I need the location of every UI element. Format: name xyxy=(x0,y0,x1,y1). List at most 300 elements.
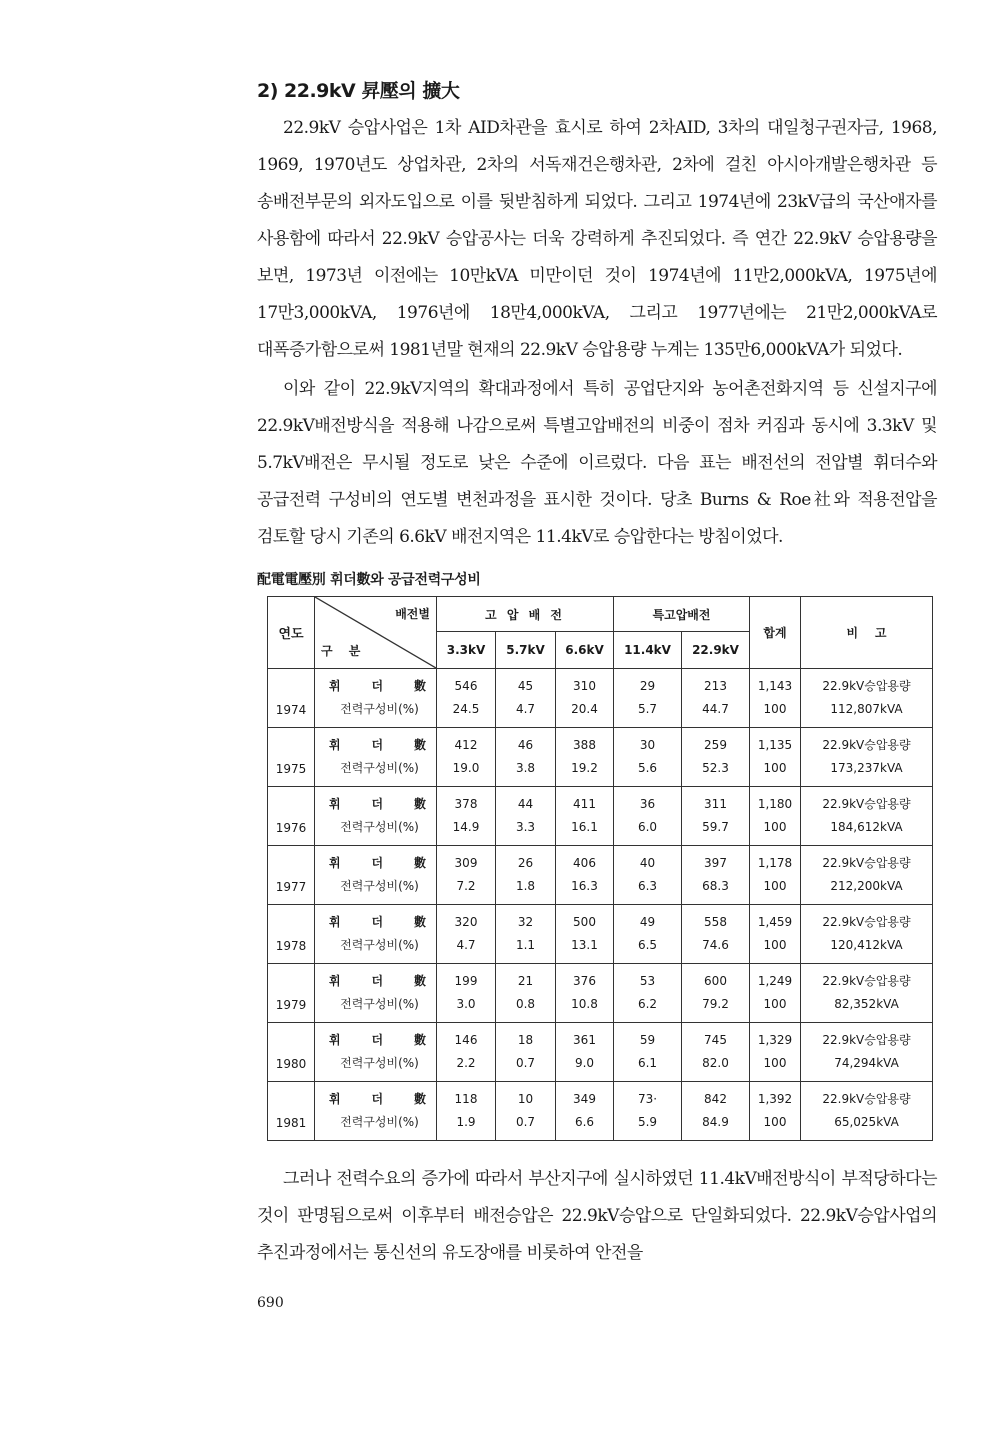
feeder-total: 1,392 xyxy=(757,1092,793,1106)
voltage-cell xyxy=(496,964,556,1023)
voltage-cell xyxy=(556,1082,614,1141)
feeder-count: 397 xyxy=(704,856,727,870)
power-ratio: 16.1 xyxy=(571,820,598,834)
feeder-count-label xyxy=(315,856,436,871)
ratio-total: 100 xyxy=(763,879,787,893)
feeder-count: 45 xyxy=(517,679,534,693)
category-cell xyxy=(315,846,437,905)
feeder-count: 412 xyxy=(454,738,478,752)
feeder-label-char: 數 xyxy=(413,1092,426,1106)
feeder-total: 1,178 xyxy=(757,856,793,870)
total-pair xyxy=(750,974,800,1012)
table-header xyxy=(268,597,933,669)
power-ratio: 6.2 xyxy=(637,997,658,1011)
value-pair xyxy=(496,679,555,717)
voltage-cell xyxy=(437,1082,496,1141)
remarks-pair xyxy=(801,974,932,1012)
header-row-1 xyxy=(268,597,933,632)
value-pair xyxy=(437,738,495,776)
feeder-count: 10 xyxy=(517,1092,534,1106)
remark-label: 22.9kV승압용량 xyxy=(822,738,911,752)
feeder-count: 73· xyxy=(637,1092,658,1106)
feeder-label-char: 數 xyxy=(413,974,426,988)
power-ratio: 1.9 xyxy=(456,1115,476,1129)
power-ratio: 19.0 xyxy=(452,761,480,775)
paragraph-3-text: 그러나 전력수요의 증가에 따라서 부산지구에 실시하였던 11.4kV배전방식이 부적당하다는 것이 판명됨으로써 이후부터 배전승압은 22.9kV승압으로 단일화되었다. 22.9kV승압사업의 추진과정에서는 통신선의 유도장애를 비롯하여 안전을 xyxy=(257,1169,937,1263)
remarks-pair xyxy=(801,856,932,894)
feeder-count: 500 xyxy=(573,915,596,929)
feeder-count: 320 xyxy=(454,915,478,929)
voltage-cell xyxy=(682,1023,750,1082)
feeder-count: 311 xyxy=(704,797,727,811)
paragraph-1-text: 22.9kV 승압사업은 1차 AID차관을 효시로 하여 2차AID, 3차의 대일청구권자금, 1968, 1969, 1970년도 상업차관, 2차의 서독재건은행차관, 2차에 걸친 아시아개발은행차관 등 송배전부문의 외자도입으로 이를 뒷받침하게 되었다. 그리고 1974년에 23kV급의 국산애자를 사용함에 따라서 22.9kV 승압공사는 더욱 강력하게 추진되었다. 즉 연간 22.9kV 승압용량을 보면, 1973년 이전에는 10만kVA 미만이던 것이 1974년에 11만2,000kVA, 1975년에 17만3,000kVA, 1976년에 18만4,000kVA, 그리고 1977년에는 21만2,000kVA로 대폭증가함으로써 1981년말 현재의 22.9kV 승압용량 누계는 135만6,000kVA가 되었다. xyxy=(257,118,937,360)
total-pair xyxy=(750,856,800,894)
ratio-total: 100 xyxy=(763,1056,787,1070)
value-pair xyxy=(496,856,555,894)
voltage-cell xyxy=(682,728,750,787)
value-pair xyxy=(682,797,749,835)
feeder-label-char: 휘 xyxy=(329,856,341,870)
category-cell xyxy=(315,787,437,846)
table-body xyxy=(268,669,933,1141)
header-extra-high-voltage: 특고압배전 xyxy=(614,597,750,632)
total-pair xyxy=(750,679,800,717)
total-cell xyxy=(750,787,801,846)
capacity-value: 74,294kVA xyxy=(834,1056,899,1070)
value-pair xyxy=(496,915,555,953)
feeder-count-label xyxy=(315,738,436,753)
remarks-pair xyxy=(801,1092,932,1130)
voltage-cell xyxy=(556,964,614,1023)
section-heading: 2) 22.9kV 昇壓의 擴大 xyxy=(257,80,460,102)
feeder-count: 745 xyxy=(704,1033,727,1047)
remarks-cell xyxy=(801,964,933,1023)
header-voltage-22-9: 22.9kV xyxy=(682,632,750,669)
power-ratio: 0.7 xyxy=(515,1115,536,1129)
capacity-value: 82,352kVA xyxy=(834,997,899,1011)
category-cell xyxy=(315,905,437,964)
category-labels xyxy=(315,1033,436,1071)
ratio-total: 100 xyxy=(763,761,787,775)
feeder-label-char: 數 xyxy=(413,1033,426,1047)
feeder-label-char: 더 xyxy=(371,797,384,811)
value-pair xyxy=(614,738,681,776)
feeder-label-char: 휘 xyxy=(329,797,341,811)
category-labels xyxy=(315,1092,436,1130)
feeder-label-char: 휘 xyxy=(329,974,341,988)
voltage-cell xyxy=(556,905,614,964)
value-pair xyxy=(496,797,555,835)
value-pair xyxy=(614,856,681,894)
table-row xyxy=(268,846,933,905)
voltage-cell xyxy=(437,728,496,787)
feeder-count: 21 xyxy=(517,974,534,988)
table-row xyxy=(268,964,933,1023)
value-pair xyxy=(437,679,495,717)
power-ratio: 6.6 xyxy=(574,1115,595,1129)
total-cell xyxy=(750,669,801,728)
remarks-cell xyxy=(801,787,933,846)
power-ratio: 5.6 xyxy=(637,761,658,775)
feeder-count: 361 xyxy=(573,1033,596,1047)
feeder-count: 46 xyxy=(517,738,534,752)
power-ratio: 13.1 xyxy=(571,938,598,952)
feeder-count: 388 xyxy=(573,738,596,752)
power-ratio: 2.2 xyxy=(456,1056,476,1070)
value-pair xyxy=(682,915,749,953)
value-pair xyxy=(614,1092,681,1130)
feeder-count: 259 xyxy=(704,738,727,752)
power-ratio: 3.0 xyxy=(456,997,476,1011)
feeder-label-char: 數 xyxy=(413,679,426,693)
power-ratio: 0.8 xyxy=(515,997,536,1011)
power-ratio: 9.0 xyxy=(574,1056,595,1070)
power-ratio-label: 전력구성비(%) xyxy=(340,1056,419,1070)
year-value: 1979 xyxy=(275,998,307,1012)
value-pair xyxy=(437,856,495,894)
paragraph-1 xyxy=(257,110,937,369)
capacity-value: 120,412kVA xyxy=(830,938,903,952)
feeder-count-label xyxy=(315,1033,436,1048)
category-labels xyxy=(315,915,436,953)
total-cell xyxy=(750,1023,801,1082)
value-pair xyxy=(556,1033,613,1071)
total-cell xyxy=(750,728,801,787)
voltage-cell xyxy=(437,1023,496,1082)
feeder-count: 558 xyxy=(704,915,727,929)
voltage-cell xyxy=(496,1082,556,1141)
year-value: 1975 xyxy=(275,762,307,776)
feeder-count: 18 xyxy=(517,1033,534,1047)
category-labels xyxy=(315,679,436,717)
power-ratio: 10.8 xyxy=(571,997,598,1011)
value-pair xyxy=(614,679,681,717)
value-pair xyxy=(556,738,613,776)
feeder-label-char: 더 xyxy=(371,738,384,752)
table-row xyxy=(268,905,933,964)
capacity-value: 212,200kVA xyxy=(830,879,903,893)
feeder-total: 1,135 xyxy=(757,738,793,752)
category-cell xyxy=(315,728,437,787)
power-ratio: 5.9 xyxy=(637,1115,658,1129)
feeder-label-char: 數 xyxy=(413,915,426,929)
remarks-cell xyxy=(801,846,933,905)
header-year: 연도 xyxy=(268,597,315,669)
power-ratio-label: 전력구성비(%) xyxy=(340,820,419,834)
feeder-label-char: 더 xyxy=(371,679,384,693)
power-ratio: 68.3 xyxy=(702,879,729,893)
category-cell xyxy=(315,1023,437,1082)
value-pair xyxy=(614,1033,681,1071)
value-pair xyxy=(556,915,613,953)
total-cell xyxy=(750,1082,801,1141)
header-diagonal xyxy=(315,597,437,669)
table-row xyxy=(268,669,933,728)
value-pair xyxy=(556,974,613,1012)
ratio-total: 100 xyxy=(763,702,787,716)
feeder-label-char: 더 xyxy=(371,1092,384,1106)
feeder-label-char: 휘 xyxy=(329,1033,341,1047)
feeder-count: 59 xyxy=(639,1033,656,1047)
power-ratio: 1.1 xyxy=(515,938,536,952)
ratio-total: 100 xyxy=(763,938,787,952)
header-high-voltage: 고 압 배 전 xyxy=(437,597,614,632)
voltage-cell xyxy=(682,669,750,728)
year-cell xyxy=(268,964,315,1023)
voltage-cell xyxy=(556,846,614,905)
feeder-count: 842 xyxy=(704,1092,727,1106)
year-cell xyxy=(268,669,315,728)
feeder-count: 30 xyxy=(639,738,656,752)
value-pair xyxy=(496,738,555,776)
value-pair xyxy=(437,915,495,953)
feeder-count: 349 xyxy=(573,1092,596,1106)
feeder-label-char: 더 xyxy=(371,974,384,988)
value-pair xyxy=(614,974,681,1012)
capacity-value: 184,612kVA xyxy=(830,820,903,834)
power-ratio: 20.4 xyxy=(571,702,598,716)
feeder-label-char: 數 xyxy=(413,856,426,870)
capacity-value: 112,807kVA xyxy=(830,702,903,716)
voltage-cell xyxy=(682,846,750,905)
power-ratio: 3.8 xyxy=(515,761,536,775)
table-wrapper xyxy=(267,596,937,1141)
table-row xyxy=(268,728,933,787)
category-labels xyxy=(315,974,436,1012)
remark-label: 22.9kV승압용량 xyxy=(822,974,911,988)
remark-label: 22.9kV승압용량 xyxy=(822,679,911,693)
feeder-label-char: 휘 xyxy=(329,738,341,752)
feeder-label-char: 數 xyxy=(413,797,426,811)
power-ratio: 74.6 xyxy=(702,938,729,952)
remarks-pair xyxy=(801,915,932,953)
table-row xyxy=(268,1082,933,1141)
feeder-count: 376 xyxy=(573,974,596,988)
voltage-cell xyxy=(437,669,496,728)
total-cell xyxy=(750,964,801,1023)
voltage-cell xyxy=(614,905,682,964)
total-cell xyxy=(750,846,801,905)
value-pair xyxy=(556,1092,613,1130)
power-ratio: 3.3 xyxy=(515,820,536,834)
power-ratio: 19.2 xyxy=(571,761,598,775)
remark-label: 22.9kV승압용량 xyxy=(822,915,911,929)
power-ratio: 7.2 xyxy=(456,879,476,893)
category-labels xyxy=(315,797,436,835)
header-total: 합계 xyxy=(750,597,801,669)
year-value: 1977 xyxy=(275,880,307,894)
voltage-cell xyxy=(437,846,496,905)
voltage-cell xyxy=(614,964,682,1023)
ratio-total: 100 xyxy=(763,820,787,834)
feeder-count-label xyxy=(315,1092,436,1107)
voltage-cell xyxy=(496,669,556,728)
year-value: 1981 xyxy=(275,1116,307,1130)
voltage-cell xyxy=(614,1082,682,1141)
header-voltage-6-6: 6.6kV xyxy=(556,632,614,669)
feeder-label-char: 휘 xyxy=(329,1092,341,1106)
feeder-count: 546 xyxy=(454,679,478,693)
total-pair xyxy=(750,797,800,835)
power-ratio: 16.3 xyxy=(571,879,598,893)
voltage-cell xyxy=(682,787,750,846)
feeder-count: 118 xyxy=(454,1092,478,1106)
value-pair xyxy=(682,974,749,1012)
header-voltage-11-4: 11.4kV xyxy=(614,632,682,669)
feeder-total: 1,180 xyxy=(757,797,793,811)
power-ratio: 0.7 xyxy=(515,1056,536,1070)
remarks-cell xyxy=(801,1023,933,1082)
feeder-count: 26 xyxy=(517,856,534,870)
feeder-count-label xyxy=(315,679,436,694)
feeder-count: 146 xyxy=(454,1033,478,1047)
feeder-count: 32 xyxy=(517,915,534,929)
table-caption: 配電電壓別 휘더數와 공급전력구성비 xyxy=(257,572,481,588)
power-ratio: 6.5 xyxy=(637,938,658,952)
voltage-cell xyxy=(556,728,614,787)
ratio-total: 100 xyxy=(763,1115,787,1129)
category-labels xyxy=(315,738,436,776)
power-ratio: 6.0 xyxy=(637,820,658,834)
power-ratio: 59.7 xyxy=(702,820,729,834)
feeder-count: 29 xyxy=(639,679,656,693)
remark-label: 22.9kV승압용량 xyxy=(822,797,911,811)
power-ratio: 44.7 xyxy=(702,702,729,716)
feeder-count-label xyxy=(315,915,436,930)
feeder-total: 1,459 xyxy=(757,915,793,929)
header-voltage-5-7: 5.7kV xyxy=(496,632,556,669)
power-ratio: 6.3 xyxy=(637,879,658,893)
feeder-count: 378 xyxy=(454,797,478,811)
power-ratio-label: 전력구성비(%) xyxy=(340,938,419,952)
power-ratio-label: 전력구성비(%) xyxy=(340,997,419,1011)
feeder-label-char: 휘 xyxy=(329,679,341,693)
header-diag-bottom: 구 분 xyxy=(321,644,367,658)
remarks-cell xyxy=(801,1082,933,1141)
power-ratio: 4.7 xyxy=(515,702,536,716)
feeder-label-char: 더 xyxy=(371,856,384,870)
year-cell xyxy=(268,846,315,905)
feeder-count: 310 xyxy=(573,679,596,693)
value-pair xyxy=(682,679,749,717)
power-ratio-label: 전력구성비(%) xyxy=(340,1115,419,1129)
power-ratio: 84.9 xyxy=(702,1115,729,1129)
feeder-label-char: 더 xyxy=(371,915,384,929)
total-cell xyxy=(750,905,801,964)
voltage-cell xyxy=(614,669,682,728)
feeder-count: 406 xyxy=(573,856,596,870)
table-row xyxy=(268,1023,933,1082)
power-ratio: 82.0 xyxy=(702,1056,729,1070)
power-ratio: 79.2 xyxy=(702,997,729,1011)
category-cell xyxy=(315,669,437,728)
voltage-cell xyxy=(682,964,750,1023)
feeder-count: 411 xyxy=(573,797,596,811)
feeder-count: 53 xyxy=(639,974,656,988)
total-pair xyxy=(750,1033,800,1071)
feeder-count: 199 xyxy=(454,974,478,988)
table-row xyxy=(268,787,933,846)
value-pair xyxy=(437,974,495,1012)
year-cell xyxy=(268,787,315,846)
voltage-cell xyxy=(614,846,682,905)
voltage-cell xyxy=(496,787,556,846)
year-value: 1978 xyxy=(275,939,307,953)
power-ratio: 1.8 xyxy=(515,879,536,893)
feeder-count-label xyxy=(315,797,436,812)
total-pair xyxy=(750,738,800,776)
feeder-count: 309 xyxy=(454,856,478,870)
value-pair xyxy=(682,738,749,776)
page-number: 690 xyxy=(257,1295,284,1311)
feeder-count: 600 xyxy=(704,974,727,988)
year-cell xyxy=(268,905,315,964)
feeder-total: 1,143 xyxy=(757,679,793,693)
power-ratio-label: 전력구성비(%) xyxy=(340,879,419,893)
paragraph-2-text: 이와 같이 22.9kV지역의 확대과정에서 특히 공업단지와 농어촌전화지역 등 신설지구에 22.9kV배전방식을 적용해 나감으로써 특별고압배전의 비중이 점차 커짐과 동시에 3.3kV 및 5.7kV배전은 무시될 정도로 낮은 수준에 이르렀다. 다음 표는 배전선의 전압별 휘더수와 공급전력 구성비의 연도별 변천과정을 표시한 것이다. 당초 Burns & Roe社와 적용전압을 검토할 당시 기존의 6.6kV 배전지역은 11.4kV로 승압한다는 방침이었다. xyxy=(257,379,937,547)
remarks-pair xyxy=(801,1033,932,1071)
header-voltage-3-3: 3.3kV xyxy=(437,632,496,669)
category-cell xyxy=(315,964,437,1023)
voltage-cell xyxy=(682,1082,750,1141)
category-cell xyxy=(315,1082,437,1141)
feeder-table xyxy=(267,596,933,1141)
power-ratio: 4.7 xyxy=(456,938,476,952)
total-pair xyxy=(750,915,800,953)
power-ratio-label: 전력구성비(%) xyxy=(340,761,419,775)
remarks-pair xyxy=(801,738,932,776)
voltage-cell xyxy=(614,1023,682,1082)
remarks-pair xyxy=(801,679,932,717)
voltage-cell xyxy=(437,787,496,846)
value-pair xyxy=(682,1092,749,1130)
power-ratio: 52.3 xyxy=(702,761,729,775)
voltage-cell xyxy=(496,846,556,905)
paragraph-2 xyxy=(257,371,937,556)
remarks-cell xyxy=(801,905,933,964)
power-ratio: 24.5 xyxy=(452,702,480,716)
feeder-count: 40 xyxy=(639,856,656,870)
value-pair xyxy=(682,1033,749,1071)
remark-label: 22.9kV승압용량 xyxy=(822,1092,911,1106)
remark-label: 22.9kV승압용량 xyxy=(822,1033,911,1047)
year-value: 1976 xyxy=(275,821,307,835)
feeder-count: 44 xyxy=(517,797,534,811)
remarks-cell xyxy=(801,728,933,787)
feeder-count: 36 xyxy=(639,797,656,811)
value-pair xyxy=(437,1033,495,1071)
feeder-label-char: 더 xyxy=(371,1033,384,1047)
value-pair xyxy=(556,797,613,835)
feeder-label-char: 數 xyxy=(413,738,426,752)
voltage-cell xyxy=(556,1023,614,1082)
feeder-count: 49 xyxy=(639,915,656,929)
power-ratio: 5.7 xyxy=(637,702,658,716)
ratio-total: 100 xyxy=(763,997,787,1011)
voltage-cell xyxy=(556,669,614,728)
total-pair xyxy=(750,1092,800,1130)
feeder-total: 1,329 xyxy=(757,1033,793,1047)
remarks-cell xyxy=(801,669,933,728)
document-page xyxy=(257,0,937,1352)
value-pair xyxy=(496,974,555,1012)
remarks-pair xyxy=(801,797,932,835)
category-labels xyxy=(315,856,436,894)
voltage-cell xyxy=(496,728,556,787)
power-ratio: 14.9 xyxy=(452,820,480,834)
voltage-cell xyxy=(496,1023,556,1082)
feeder-label-char: 휘 xyxy=(329,915,341,929)
